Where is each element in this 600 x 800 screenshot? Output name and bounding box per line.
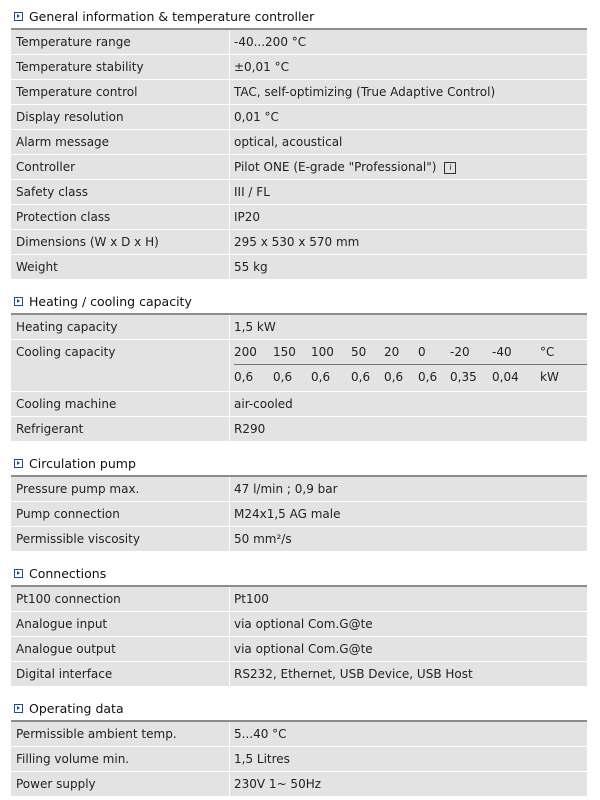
table-row <box>11 30 587 55</box>
table-row <box>11 55 587 80</box>
expand-arrow-icon[interactable] <box>14 12 23 21</box>
cooling-temp: 20 <box>384 345 400 359</box>
spec-table-heating-cooling <box>11 313 587 442</box>
row-label: Temperature range <box>11 30 230 54</box>
cooling-value: 0,6 <box>384 370 404 384</box>
cooling-temp: 50 <box>351 345 367 359</box>
cooling-temp: -20 <box>450 345 470 359</box>
row-label: Heating capacity <box>11 315 230 339</box>
section-title: Circulation pump <box>29 455 136 471</box>
table-row <box>11 477 587 502</box>
row-label: Pt100 connection <box>11 587 230 611</box>
row-value: RS232, Ethernet, USB Device, USB Host <box>234 667 473 681</box>
cooling-temp: 150 <box>273 345 296 359</box>
cooling-value: 0,6 <box>418 370 438 384</box>
cooling-temp-unit: °C <box>540 345 555 359</box>
expand-arrow-icon[interactable] <box>14 704 23 713</box>
spec-table-operating-data <box>11 720 587 797</box>
cooling-temp: 0 <box>418 345 426 359</box>
table-row <box>11 255 587 280</box>
table-row <box>11 315 587 340</box>
cooling-value-row <box>234 365 587 389</box>
section-title: Connections <box>29 565 107 581</box>
row-value: 55 kg <box>234 260 268 274</box>
row-value <box>230 155 587 179</box>
row-value: air-cooled <box>234 397 293 411</box>
table-row <box>11 392 587 417</box>
cooling-value: 0,6 <box>234 370 254 384</box>
spec-table-connections <box>11 585 587 687</box>
table-row <box>11 155 587 180</box>
row-value: -40...200 °C <box>234 35 307 49</box>
row-value: R290 <box>234 422 266 436</box>
row-label: Display resolution <box>11 105 230 129</box>
cooling-value: 0,6 <box>351 370 371 384</box>
table-row <box>11 80 587 105</box>
cooling-value: 0,6 <box>311 370 331 384</box>
row-label: Temperature stability <box>11 55 230 79</box>
row-value: 1,5 kW <box>234 320 276 334</box>
cooling-value: 0,04 <box>492 370 519 384</box>
info-icon[interactable]: i <box>444 162 456 174</box>
row-value: 1,5 Litres <box>234 752 290 766</box>
section-header-connections[interactable] <box>0 561 600 585</box>
row-label: Pump connection <box>11 502 230 526</box>
row-value: III / FL <box>234 185 270 199</box>
section-header-general[interactable] <box>0 4 600 28</box>
cooling-temp: 200 <box>234 345 257 359</box>
section-title: General information & temperature controller <box>29 8 315 24</box>
table-row <box>11 722 587 747</box>
row-value: 295 x 530 x 570 mm <box>234 235 360 249</box>
table-row <box>11 130 587 155</box>
row-label: Power supply <box>11 772 230 796</box>
table-row <box>11 502 587 527</box>
expand-arrow-icon[interactable] <box>14 459 23 468</box>
spec-sheet <box>0 4 600 797</box>
section-header-circulation-pump[interactable] <box>0 451 600 475</box>
row-label: Permissible viscosity <box>11 527 230 551</box>
row-value: 50 mm²/s <box>234 532 292 546</box>
row-value: TAC, self-optimizing (True Adaptive Control) <box>234 85 496 99</box>
row-label: Temperature control <box>11 80 230 104</box>
row-label: Refrigerant <box>11 417 230 441</box>
row-value: 0,01 °C <box>234 110 279 124</box>
cooling-value-unit: kW <box>540 370 559 384</box>
cooling-temp: 100 <box>311 345 334 359</box>
table-row <box>11 180 587 205</box>
row-label: Weight <box>11 255 230 279</box>
table-row <box>11 205 587 230</box>
row-label: Dimensions (W x D x H) <box>11 230 230 254</box>
row-value: 230V 1~ 50Hz <box>234 777 322 791</box>
row-value: via optional Com.G@te <box>234 642 373 656</box>
row-label: Cooling machine <box>11 392 230 416</box>
section-title: Operating data <box>29 700 124 716</box>
section-header-heating-cooling[interactable] <box>0 289 600 313</box>
row-label: Analogue input <box>11 612 230 636</box>
row-value: ±0,01 °C <box>234 60 289 74</box>
table-row <box>11 612 587 637</box>
cooling-temperature-row <box>234 340 587 365</box>
row-value: M24x1,5 AG male <box>234 507 341 521</box>
row-label: Filling volume min. <box>11 747 230 771</box>
row-label: Pressure pump max. <box>11 477 230 501</box>
expand-arrow-icon[interactable] <box>14 297 23 306</box>
row-value: optical, acoustical <box>234 135 343 149</box>
table-row <box>11 637 587 662</box>
row-label: Protection class <box>11 205 230 229</box>
table-row <box>11 417 587 442</box>
table-row <box>11 340 587 392</box>
table-row <box>11 587 587 612</box>
section-header-operating-data[interactable] <box>0 696 600 720</box>
table-row <box>11 105 587 130</box>
table-row <box>11 527 587 552</box>
cooling-value: 0,6 <box>273 370 293 384</box>
row-value: Pt100 <box>234 592 269 606</box>
table-row <box>11 662 587 687</box>
row-label: Digital interface <box>11 662 230 686</box>
row-label: Safety class <box>11 180 230 204</box>
section-title: Heating / cooling capacity <box>29 293 192 309</box>
spec-table-general <box>11 28 587 280</box>
row-value: 47 l/min ; 0,9 bar <box>234 482 338 496</box>
table-row <box>11 230 587 255</box>
cooling-temp: -40 <box>492 345 512 359</box>
row-label: Controller <box>11 155 230 179</box>
cooling-capacity-table <box>230 340 587 391</box>
cooling-value: 0,35 <box>450 370 477 384</box>
row-label: Alarm message <box>11 130 230 154</box>
controller-value: Pilot ONE (E-grade "Professional") <box>234 160 437 174</box>
row-label: Analogue output <box>11 637 230 661</box>
table-row <box>11 772 587 797</box>
row-value: via optional Com.G@te <box>234 617 373 631</box>
row-label: Cooling capacity <box>11 340 230 391</box>
row-value: 5...40 °C <box>234 727 287 741</box>
row-label: Permissible ambient temp. <box>11 722 230 746</box>
spec-table-circulation-pump <box>11 475 587 552</box>
table-row <box>11 747 587 772</box>
expand-arrow-icon[interactable] <box>14 569 23 578</box>
row-value: IP20 <box>234 210 261 224</box>
